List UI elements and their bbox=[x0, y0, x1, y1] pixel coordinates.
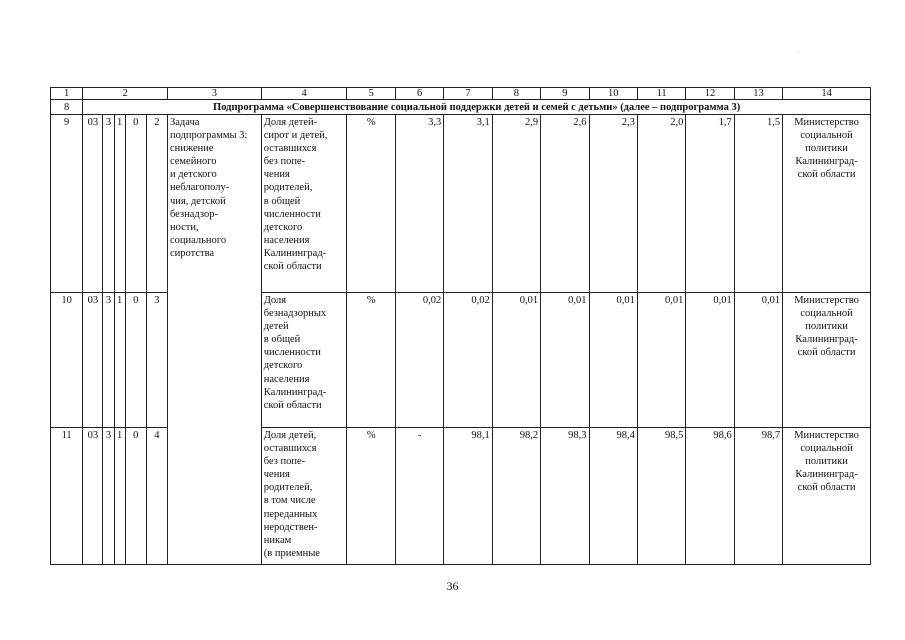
header-cell: 6 bbox=[395, 88, 443, 100]
indicator-name: Доля детей- сирот и детей, оставшихся без попе- чения родителей, в общей численности детского населения Калининград- ской области bbox=[261, 115, 347, 293]
indicator-table bbox=[50, 87, 871, 565]
value-cell: 3,3 bbox=[395, 115, 443, 293]
indicator-name: Доля безнадзорных детей в общей численности детского населения Калининград- ской области bbox=[261, 293, 347, 428]
executor: Министерство социальной политики Калининград- ской области bbox=[783, 115, 871, 293]
value-cell: 98,1 bbox=[444, 428, 492, 565]
code-part: 4 bbox=[146, 428, 167, 565]
row-number: 11 bbox=[51, 428, 83, 565]
value-cell: - bbox=[395, 428, 443, 565]
value-cell: 1,5 bbox=[734, 115, 782, 293]
value-cell: 3,1 bbox=[444, 115, 492, 293]
value-cell: 0,01 bbox=[589, 293, 637, 428]
header-cell: 7 bbox=[444, 88, 492, 100]
value-cell: 0,01 bbox=[637, 293, 685, 428]
header-row bbox=[51, 88, 871, 100]
header-cell: 10 bbox=[589, 88, 637, 100]
header-cell: 5 bbox=[347, 88, 395, 100]
executor: Министерство социальной политики Калининград- ской области bbox=[783, 293, 871, 428]
code-part: 03 bbox=[83, 428, 103, 565]
code-part: 3 bbox=[103, 115, 114, 293]
header-cell: 8 bbox=[492, 88, 540, 100]
code-part: 3 bbox=[103, 293, 114, 428]
row-number: 9 bbox=[51, 115, 83, 293]
code-part: 2 bbox=[146, 115, 167, 293]
header-cell: 4 bbox=[261, 88, 347, 100]
header-cell: 13 bbox=[734, 88, 782, 100]
task-description: Задача подпрограммы 3: снижение семейного и детского неблагополу- чия, детской безнадзор- ности, социального сиротства bbox=[167, 115, 261, 565]
scan-mark: · bbox=[797, 50, 799, 56]
indicator-name: Доля детей, оставшихся без попе- чения родителей, в том числе переданных неродствен- никам (в приемные bbox=[261, 428, 347, 565]
value-cell: 0,02 bbox=[395, 293, 443, 428]
value-cell: 98,4 bbox=[589, 428, 637, 565]
subprogram-row bbox=[51, 100, 871, 115]
code-part: 0 bbox=[125, 428, 146, 565]
code-part: 03 bbox=[83, 293, 103, 428]
value-cell: 0,01 bbox=[541, 293, 589, 428]
header-cell: 12 bbox=[686, 88, 734, 100]
value-cell: 2,0 bbox=[637, 115, 685, 293]
value-cell: 98,6 bbox=[686, 428, 734, 565]
subprogram-title: Подпрограмма «Совершенствование социальной поддержки детей и семей с детьми» (далее – подпрограмма 3) bbox=[83, 100, 871, 115]
value-cell: 1,7 bbox=[686, 115, 734, 293]
header-cell: 9 bbox=[541, 88, 589, 100]
executor: Министерство социальной политики Калининград- ской области bbox=[783, 428, 871, 565]
code-part: 03 bbox=[83, 115, 103, 293]
value-cell: 2,6 bbox=[541, 115, 589, 293]
header-cell: 3 bbox=[167, 88, 261, 100]
value-cell: 0,01 bbox=[686, 293, 734, 428]
subprogram-number: 8 bbox=[51, 100, 83, 115]
value-cell: 0,01 bbox=[734, 293, 782, 428]
code-part: 0 bbox=[125, 115, 146, 293]
value-cell: 98,3 bbox=[541, 428, 589, 565]
value-cell: 98,2 bbox=[492, 428, 540, 565]
code-part: 0 bbox=[125, 293, 146, 428]
value-cell: 98,5 bbox=[637, 428, 685, 565]
header-cell: 2 bbox=[83, 88, 168, 100]
header-cell: 14 bbox=[783, 88, 871, 100]
code-part: 3 bbox=[103, 428, 114, 565]
unit: % bbox=[347, 428, 395, 565]
value-cell: 2,3 bbox=[589, 115, 637, 293]
value-cell: 0,02 bbox=[444, 293, 492, 428]
unit: % bbox=[347, 115, 395, 293]
header-cell: 11 bbox=[637, 88, 685, 100]
code-part: 1 bbox=[114, 115, 125, 293]
code-part: 1 bbox=[114, 428, 125, 565]
unit: % bbox=[347, 293, 395, 428]
table-row bbox=[51, 115, 871, 293]
header-cell: 1 bbox=[51, 88, 83, 100]
code-part: 1 bbox=[114, 293, 125, 428]
value-cell: 2,9 bbox=[492, 115, 540, 293]
page-number: 36 bbox=[446, 579, 459, 593]
value-cell: 98,7 bbox=[734, 428, 782, 565]
code-part: 3 bbox=[146, 293, 167, 428]
row-number: 10 bbox=[51, 293, 83, 428]
value-cell: 0,01 bbox=[492, 293, 540, 428]
